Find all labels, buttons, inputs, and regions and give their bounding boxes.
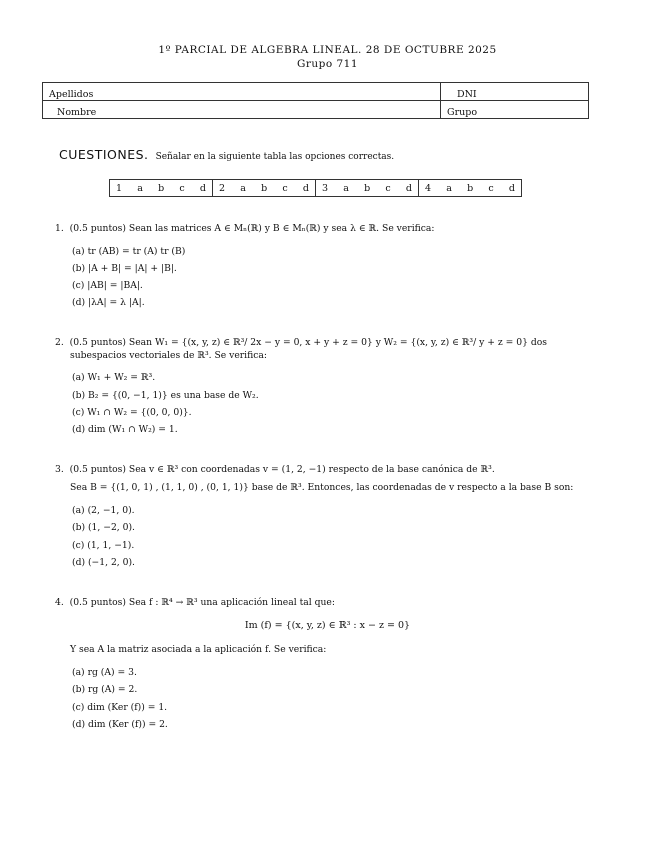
- answer-option[interactable]: b: [261, 182, 268, 194]
- answer-option[interactable]: a: [343, 182, 349, 194]
- question-2: [55, 336, 547, 350]
- answer-option[interactable]: c: [488, 182, 494, 194]
- q2-option-b: (b) B₂ = {(0, −1, 1)} es una base de W₂.: [72, 390, 259, 401]
- q2-option-d: (d) dim (W₁ ∩ W₂) = 1.: [72, 424, 178, 435]
- exam-title: 1º PARCIAL DE ALGEBRA LINEAL. 28 DE OCTUBRE 2025: [158, 44, 497, 56]
- question-text: (0.5 puntos) Sea f : ℝ⁴ → ℝ³ una aplicación lineal tal que:: [69, 597, 335, 608]
- q3-option-c: (c) (1, 1, −1).: [72, 540, 135, 551]
- question-4: [55, 596, 335, 610]
- question-number: 1.: [55, 223, 64, 234]
- question-text: (0.5 puntos) Sean las matrices A ∈ Mₙ(ℝ) y B ∈ Mₙ(ℝ) y sea λ ∈ ℝ. Se verifica:: [69, 223, 435, 234]
- answer-option[interactable]: c: [385, 182, 391, 194]
- q3-option-b: (b) (1, −2, 0).: [72, 522, 135, 533]
- answer-option[interactable]: a: [240, 182, 246, 194]
- student-info-table: [42, 82, 589, 119]
- answer-cell-3[interactable]: [316, 180, 419, 197]
- q4-formula: Im (f) = {(x, y, z) ∈ ℝ³ : x − z = 0}: [244, 620, 411, 631]
- q4-option-a: (a) rg (A) = 3.: [72, 667, 137, 678]
- question-3-continued: Sea B = {(1, 0, 1) , (1, 1, 0) , (0, 1, 1)} base de ℝ³. Entonces, las coordenadas de v respecto a la base B son:: [70, 482, 574, 493]
- answer-option[interactable]: a: [446, 182, 452, 194]
- answer-table: [109, 179, 522, 197]
- grupo-field[interactable]: Grupo: [441, 101, 589, 119]
- q3-option-a: (a) (2, −1, 0).: [72, 505, 135, 516]
- apellidos-field[interactable]: Apellidos: [43, 83, 441, 101]
- question-4-continued: Y sea A la matriz asociada a la aplicación f. Se verifica:: [70, 644, 327, 655]
- answer-num: 2: [219, 182, 226, 194]
- answer-option[interactable]: d: [508, 182, 515, 194]
- question-text: (0.5 puntos) Sea v ∈ ℝ³ con coordenadas v = (1, 2, −1) respecto de la base canónica de ℝ³.: [69, 464, 495, 475]
- q1-option-a: (a) tr (AB) = tr (A) tr (B): [72, 246, 186, 257]
- q2-option-a: (a) W₁ + W₂ = ℝ³.: [72, 372, 156, 383]
- dni-field[interactable]: DNI: [441, 83, 589, 101]
- q2-option-c: (c) W₁ ∩ W₂ = {(0, 0, 0)}.: [72, 407, 192, 418]
- answer-option[interactable]: b: [467, 182, 474, 194]
- exam-group: Grupo 711: [296, 58, 359, 70]
- q4-option-d: (d) dim (Ker (f)) = 2.: [72, 719, 168, 730]
- answer-option[interactable]: b: [364, 182, 371, 194]
- answer-cell-2[interactable]: [213, 180, 316, 197]
- answer-cell-4[interactable]: [419, 180, 522, 197]
- cuestiones-title: CUESTIONES.: [59, 147, 149, 162]
- q1-option-b: (b) |A + B| = |A| + |B|.: [72, 263, 177, 274]
- question-text: (0.5 puntos) Sean W₁ = {(x, y, z) ∈ ℝ³/ 2x − y = 0, x + y + z = 0} y W₂ = {(x, y, z) ∈ ℝ³/ y + z = 0} dos: [69, 337, 547, 348]
- answer-num: 4: [425, 182, 432, 194]
- question-1: [55, 222, 434, 236]
- answer-option[interactable]: a: [137, 182, 143, 194]
- answer-num: 1: [116, 182, 123, 194]
- cuestiones-heading: [59, 147, 394, 162]
- answer-option[interactable]: d: [302, 182, 309, 194]
- answer-option[interactable]: d: [199, 182, 206, 194]
- question-number: 4.: [55, 597, 64, 608]
- question-number: 2.: [55, 337, 64, 348]
- q3-option-d: (d) (−1, 2, 0).: [72, 557, 135, 568]
- q4-option-c: (c) dim (Ker (f)) = 1.: [72, 702, 168, 713]
- nombre-field[interactable]: Nombre: [43, 101, 441, 119]
- answer-option[interactable]: b: [158, 182, 165, 194]
- question-2-continued: subespacios vectoriales de ℝ³. Se verifica:: [70, 350, 267, 361]
- question-number: 3.: [55, 464, 64, 475]
- q1-option-d: (d) |λA| = λ |A|.: [72, 297, 145, 308]
- answer-option[interactable]: d: [405, 182, 412, 194]
- cuestiones-instruction: Señalar en la siguiente tabla las opciones correctas.: [155, 152, 395, 162]
- question-3: [55, 463, 495, 477]
- q1-option-c: (c) |AB| = |BA|.: [72, 280, 143, 291]
- answer-cell-1[interactable]: [110, 180, 213, 197]
- answer-option[interactable]: c: [282, 182, 288, 194]
- q4-option-b: (b) rg (A) = 2.: [72, 684, 138, 695]
- answer-option[interactable]: c: [179, 182, 185, 194]
- answer-num: 3: [322, 182, 329, 194]
